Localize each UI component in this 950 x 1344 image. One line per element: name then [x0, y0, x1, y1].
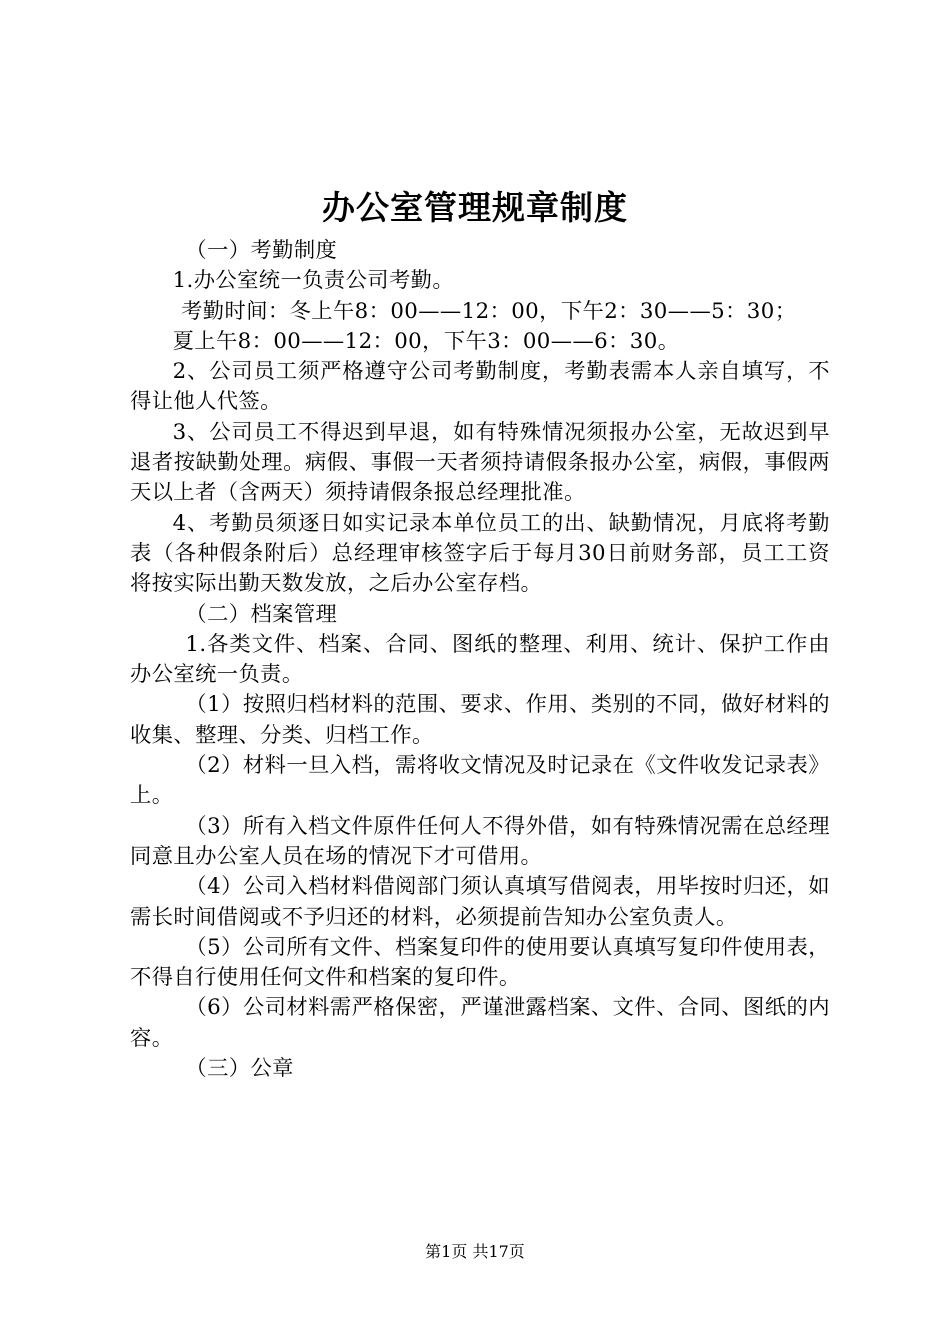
paragraph: 3、公司员工不得迟到早退，如有特殊情况须报办公室，无故迟到早退者按缺勤处理。病假、事假一天者须持请假条报办公室，病假，事假两天以上者（含两天）须持请假条报总经理批准。: [130, 419, 830, 506]
paragraph-summer-hours: 夏上午8：00——12：00，下午3：00——6：30。: [172, 328, 680, 354]
paragraph: 4、考勤员须逐日如实记录本单位员工的出、缺勤情况，月底将考勤表（各种假条附后）总经理审核签字后于每月30日前财务部，员工工资将按实际出勤天数发放，之后办公室存档。: [130, 510, 830, 597]
paragraph: （6）公司材料需严格保密，严谨泄露档案、文件、合同、图纸的内容。: [130, 995, 830, 1051]
paragraph: （4）公司入档材料借阅部门须认真填写借阅表，用毕按时归还，如需长时间借阅或不予归还的材料，必须提前告知办公室负责人。: [130, 874, 830, 930]
paragraph: （2）材料一旦入档，需将收文情况及时记录在《文件收发记录表》上。: [130, 753, 830, 809]
document-title: 办公室管理规章制度: [322, 188, 628, 227]
paragraph: 2、公司员工须严格遵守公司考勤制度，考勤表需本人亲自填写，不得让他人代签。: [130, 359, 830, 415]
section-heading-attendance: （一）考勤制度: [185, 238, 338, 263]
paragraph: （1）按照归档材料的范围、要求、作用、类别的不同，做好材料的收集、整理、分类、归档工作。: [130, 692, 830, 748]
paragraph: 1.各类文件、档案、合同、图纸的整理、利用、统计、保护工作由办公室统一负责。: [130, 631, 830, 688]
paragraph: 1.办公室统一负责公司考勤。: [172, 268, 455, 294]
page-number-footer: 第1页 共17页: [425, 1242, 525, 1261]
paragraph-winter-hours: 考勤时间：冬上午8：00——12：00，下午2：30——5：30；: [181, 298, 797, 324]
document-body: [130, 236, 830, 1084]
paragraph: （3）所有入档文件原件任何人不得外借，如有特殊情况需在总经理同意且办公室人员在场的情况下才可借用。: [130, 813, 830, 869]
section-heading-seal: （三）公章: [185, 1056, 294, 1082]
section-heading-archives: （二）档案管理: [185, 601, 338, 627]
paragraph: （5）公司所有文件、档案复印件的使用要认真填写复印件使用表，不得自行使用任何文件和档案的复印件。: [130, 934, 830, 991]
